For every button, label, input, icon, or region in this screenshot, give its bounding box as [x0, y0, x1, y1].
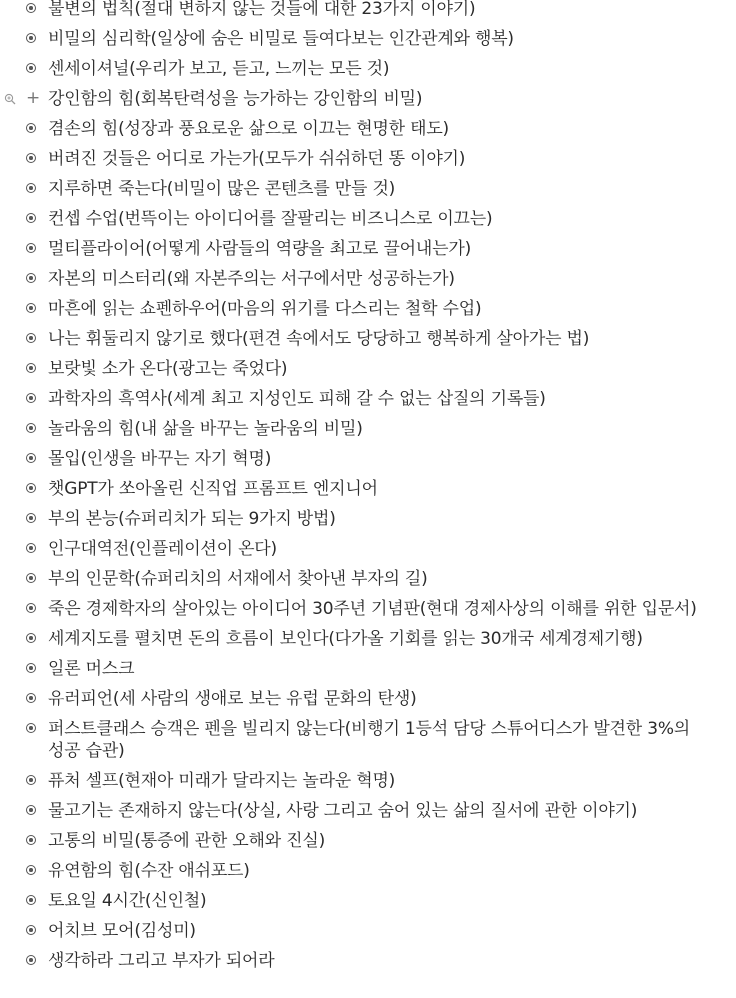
list-item-label: 챗GPT가 쏘아올린 신직업 프롬프트 엔지니어 — [48, 479, 378, 499]
list-item-gutter — [0, 950, 48, 972]
list-item[interactable] — [0, 474, 736, 504]
zoom-icon[interactable] — [4, 93, 16, 105]
bullet-icon[interactable] — [26, 33, 36, 43]
list-item-gutter — [0, 448, 48, 470]
list-item-gutter — [0, 890, 48, 912]
list-item-label: 토요일 4시간(신인철) — [48, 891, 207, 911]
list-item[interactable] — [0, 624, 736, 654]
bullet-icon[interactable] — [26, 273, 36, 283]
list-item[interactable] — [0, 354, 736, 384]
list-item-label: 비밀의 심리학(일상에 숨은 비밀로 들여다보는 인간관계와 행복) — [48, 29, 514, 49]
list-item[interactable] — [0, 946, 736, 976]
list-item-label: 자본의 미스터리(왜 자본주의는 서구에서만 성공하는가) — [48, 269, 455, 289]
list-item-gutter — [0, 718, 48, 740]
list-item[interactable] — [0, 114, 736, 144]
bullet-icon[interactable] — [26, 955, 36, 965]
list-item-gutter — [0, 358, 48, 380]
list-item[interactable] — [0, 234, 736, 264]
list-item-gutter — [0, 860, 48, 882]
bullet-icon[interactable] — [26, 633, 36, 643]
list-item-label: 퓨처 셀프(현재아 미래가 달라지는 놀라운 혁명) — [48, 771, 396, 791]
list-item-gutter — [0, 388, 48, 410]
list-item-label: 물고기는 존재하지 않는다(상실, 사랑 그리고 숨어 있는 삶의 질서에 관한 이야기) — [48, 801, 638, 821]
list-item-gutter — [0, 148, 48, 170]
bullet-icon[interactable] — [26, 153, 36, 163]
bullet-icon[interactable] — [26, 723, 36, 733]
list-item-label: 어치브 모어(김성미) — [48, 921, 196, 941]
list-item-label: 몰입(인생을 바꾸는 자기 혁명) — [48, 449, 272, 469]
list-item[interactable] — [0, 766, 736, 796]
bullet-icon[interactable] — [26, 183, 36, 193]
list-item[interactable] — [0, 54, 736, 84]
bullet-icon[interactable] — [26, 543, 36, 553]
bullet-icon[interactable] — [26, 835, 36, 845]
list-item-label: 센세이셔널(우리가 보고, 듣고, 느끼는 모든 것) — [48, 59, 390, 79]
list-item-label: 놀라움의 힘(내 삶을 바꾸는 놀라움의 비밀) — [48, 419, 363, 439]
list-item-label: 부의 본능(슈퍼리치가 되는 9가지 방법) — [48, 509, 336, 529]
list-item-label: 지루하면 죽는다(비밀이 많은 콘텐츠를 만들 것) — [48, 179, 396, 199]
list-item[interactable] — [0, 0, 736, 24]
bullet-icon[interactable] — [26, 123, 36, 133]
list-item[interactable] — [0, 204, 736, 234]
list-item-gutter — [0, 508, 48, 530]
list-item-gutter — [0, 830, 48, 852]
list-item-label: 컨셉 수업(번뜩이는 아이디어를 잘팔리는 비즈니스로 이끄는) — [48, 209, 493, 229]
list-item-gutter — [0, 920, 48, 942]
list-item-label: 마흔에 읽는 쇼펜하우어(마음의 위기를 다스리는 철학 수업) — [48, 299, 482, 319]
list-item-label: 고통의 비밀(통증에 관한 오해와 진실) — [48, 831, 326, 851]
list-item-label: 버려진 것들은 어디로 가는가(모두가 쉬쉬하던 똥 이야기) — [48, 149, 466, 169]
bullet-icon[interactable] — [26, 483, 36, 493]
list-item-gutter — [0, 568, 48, 590]
list-item-gutter — [0, 118, 48, 140]
list-item[interactable] — [0, 444, 736, 474]
bullet-icon[interactable] — [26, 775, 36, 785]
bullet-icon[interactable] — [26, 63, 36, 73]
list-item-gutter — [0, 328, 48, 350]
list-item[interactable] — [0, 504, 736, 534]
bullet-icon[interactable] — [26, 805, 36, 815]
list-item[interactable] — [0, 294, 736, 324]
list-item-gutter — [0, 298, 48, 320]
list-item-label: 불변의 법칙(절대 변하지 않는 것들에 대한 23가지 이야기) — [48, 0, 476, 19]
list-item-gutter — [0, 628, 48, 650]
list-item-gutter — [0, 268, 48, 290]
list-item[interactable] — [0, 714, 736, 766]
list-item[interactable] — [0, 684, 736, 714]
list-item[interactable] — [0, 594, 736, 624]
bullet-icon[interactable] — [26, 423, 36, 433]
list-item-gutter — [0, 208, 48, 230]
bullet-icon[interactable] — [26, 3, 36, 13]
list-item-label: 인구대역전(인플레이션이 온다) — [48, 539, 277, 559]
list-item-gutter — [0, 28, 48, 50]
bullet-icon[interactable] — [26, 393, 36, 403]
list-item[interactable] — [0, 24, 736, 54]
list-item[interactable] — [0, 916, 736, 946]
list-item-label: 세계지도를 펼치면 돈의 흐름이 보인다(다가올 기회를 읽는 30개국 세계경제기행) — [48, 629, 643, 649]
list-item-gutter — [0, 0, 48, 20]
bullet-icon[interactable] — [26, 693, 36, 703]
list-item-label: 부의 인문학(슈퍼리치의 서재에서 찾아낸 부자의 길) — [48, 569, 428, 589]
list-item-gutter — [0, 800, 48, 822]
bullet-icon[interactable] — [26, 895, 36, 905]
list-item-gutter — [0, 238, 48, 260]
list-item-label: 나는 휘둘리지 않기로 했다(편견 속에서도 당당하고 행복하게 살아가는 법) — [48, 329, 590, 349]
list-item[interactable] — [0, 564, 736, 594]
list-item[interactable] — [0, 796, 736, 826]
list-item-gutter — [0, 770, 48, 792]
list-item[interactable] — [0, 886, 736, 916]
list-item-label: 보랏빛 소가 온다(광고는 죽었다) — [48, 359, 288, 379]
bullet-icon[interactable] — [26, 573, 36, 583]
list-item[interactable] — [0, 826, 736, 856]
list-item-gutter — [0, 658, 48, 680]
bullet-icon[interactable] — [26, 453, 36, 463]
list-item-gutter — [0, 178, 48, 200]
list-item-label: 유러피언(세 사람의 생애로 보는 유럽 문화의 탄생) — [48, 689, 417, 709]
list-item-gutter — [0, 688, 48, 710]
list-item-label: 강인함의 힘(회복탄력성을 능가하는 강인함의 비밀) — [48, 89, 423, 109]
bullet-icon[interactable] — [26, 303, 36, 313]
list-item-label: 죽은 경제학자의 살아있는 아이디어 30주년 기념판(현대 경제사상의 이해를 위한 입문서) — [48, 599, 697, 619]
list-item[interactable] — [0, 654, 736, 684]
list-item[interactable] — [0, 856, 736, 886]
list-item[interactable] — [0, 414, 736, 444]
list-item-gutter — [0, 418, 48, 440]
bullet-icon[interactable] — [26, 213, 36, 223]
plus-icon[interactable]: + — [26, 88, 41, 108]
list-item-label: 멀티플라이어(어떻게 사람들의 역량을 최고로 끌어내는가) — [48, 239, 472, 259]
list-item-label: 일론 머스크 — [48, 659, 135, 679]
list-item-gutter — [0, 88, 48, 110]
bullet-icon[interactable] — [26, 603, 36, 613]
bullet-icon[interactable] — [26, 513, 36, 523]
list-item-label: 퍼스트클래스 승객은 펜을 빌리지 않는다(비행기 1등석 담당 스튜어디스가 발견한 3%의 성공 습관) — [48, 719, 690, 761]
bullet-icon[interactable] — [26, 333, 36, 343]
list-item-label: 과학자의 흑역사(세계 최고 지성인도 피해 갈 수 없는 삽질의 기록들) — [48, 389, 546, 409]
list-item[interactable] — [0, 144, 736, 174]
list-item[interactable] — [0, 534, 736, 564]
list-item[interactable] — [0, 324, 736, 354]
list-item-label: 생각하라 그리고 부자가 되어라 — [48, 951, 275, 971]
list-item[interactable] — [0, 384, 736, 414]
list-item-gutter — [0, 478, 48, 500]
bullet-icon[interactable] — [26, 243, 36, 253]
bullet-icon[interactable] — [26, 865, 36, 875]
list-item-label: 유연함의 힘(수잔 애쉬포드) — [48, 861, 250, 881]
list-item[interactable] — [0, 84, 736, 114]
list-item-gutter — [0, 598, 48, 620]
bullet-icon[interactable] — [26, 363, 36, 373]
list-item-gutter — [0, 58, 48, 80]
list-item[interactable] — [0, 174, 736, 204]
bullet-icon[interactable] — [26, 663, 36, 673]
bullet-icon[interactable] — [26, 925, 36, 935]
list-item-gutter — [0, 538, 48, 560]
list-item-label: 겸손의 힘(성장과 풍요로운 삶으로 이끄는 현명한 태도) — [48, 119, 449, 139]
list-item[interactable] — [0, 264, 736, 294]
